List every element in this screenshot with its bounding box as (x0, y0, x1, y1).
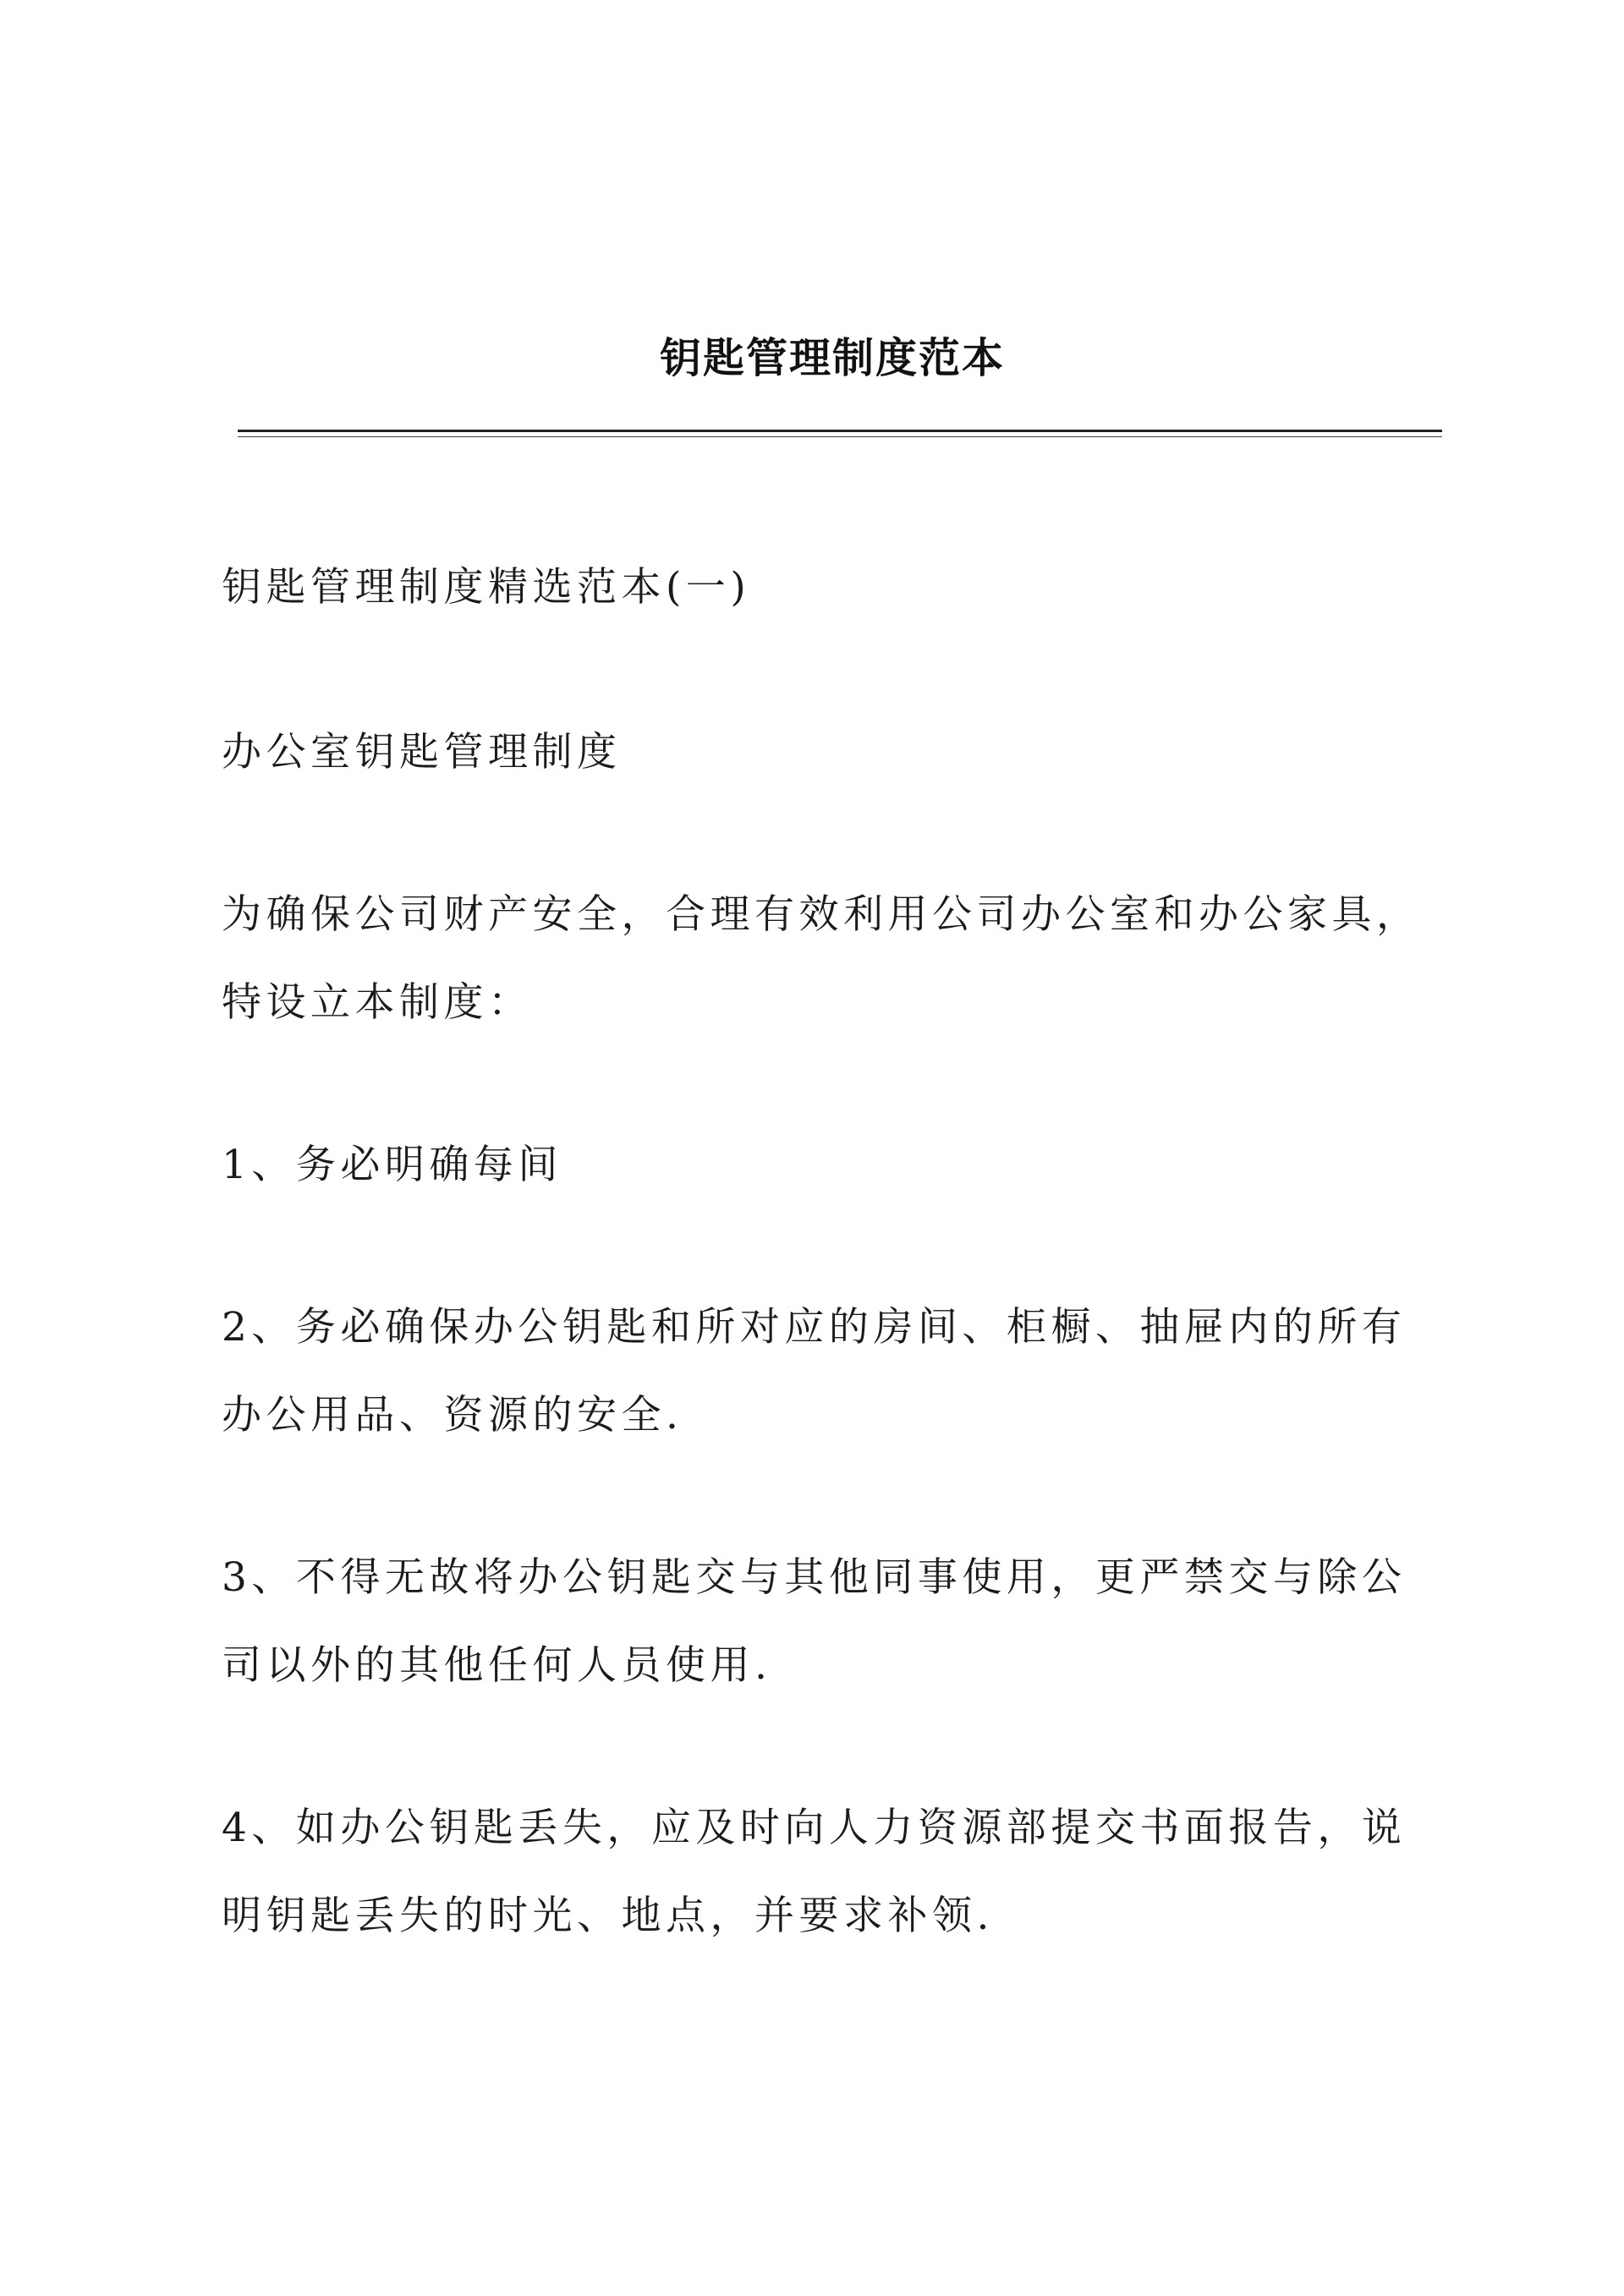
title-divider-secondary (238, 436, 1442, 437)
rule-item-4: 4、如办公钥匙丢失，应及时向人力资源部提交书面报告，说明钥匙丢失的时光、地点，并要求补领. (222, 1805, 1407, 1939)
rule-item-2: 2、务必确保办公钥匙和所对应的房间、柜橱、抽屉内的所有办公用品、资源的安全. (222, 1304, 1407, 1438)
document-title: 钥匙管理制度范本 (659, 333, 1005, 382)
rule-item-1: 1、务必明确每间 (222, 1142, 562, 1188)
title-divider (238, 430, 1442, 432)
subsection-heading: 办公室钥匙管理制度 (222, 729, 622, 775)
section-heading: 钥匙管理制度精选范本(一) (222, 564, 751, 611)
intro-paragraph: 为确保公司财产安全，合理有效利用公司办公室和办公家具，特设立本制度： (222, 891, 1421, 1026)
rule-item-3: 3、不得无故将办公钥匙交与其他同事使用，更严禁交与除公司以外的其他任何人员使用. (222, 1554, 1407, 1689)
